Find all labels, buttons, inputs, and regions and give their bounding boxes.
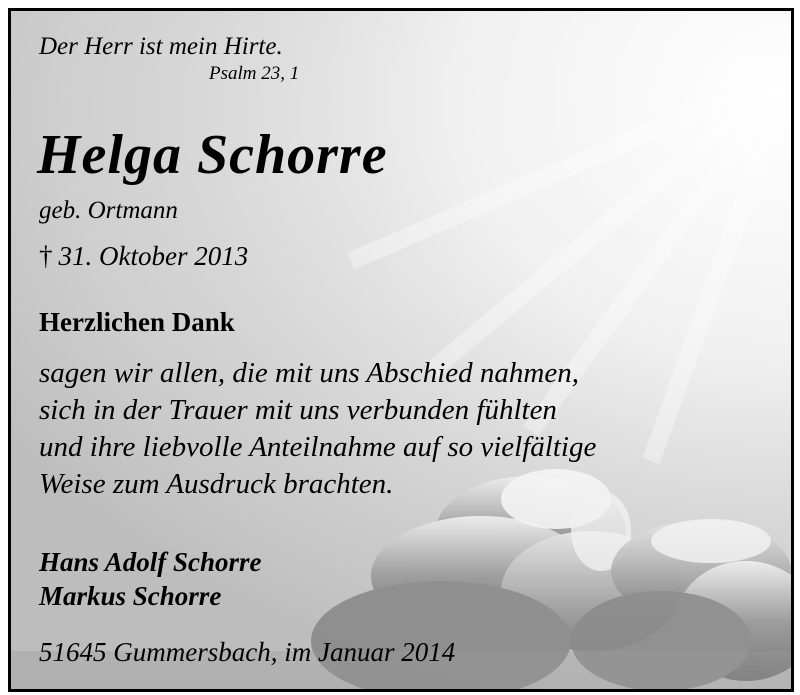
birth-name: geb. Ortmann: [39, 197, 178, 224]
thanks-heading: Herzlichen Dank: [39, 307, 235, 337]
deceased-name: Helga Schorre: [37, 124, 388, 186]
cross-icon: †: [39, 241, 53, 271]
place-and-date: 51645 Gummersbach, im Januar 2014: [39, 637, 456, 667]
thanks-line: sagen wir allen, die mit uns Abschied nahmen,: [39, 357, 579, 389]
bible-reference: Psalm 23, 1: [209, 63, 300, 84]
signers: [39, 545, 262, 613]
signer-name: Markus Schorre: [39, 581, 222, 611]
death-date-line: [39, 241, 248, 272]
thanks-line: Weise zum Ausdruck brachten.: [39, 468, 394, 500]
signer-name: Hans Adolf Schorre: [39, 547, 262, 577]
obituary-notice: [8, 8, 794, 692]
thanks-line: sich in der Trauer mit uns verbunden fühlten: [39, 394, 557, 426]
death-date: 31. Oktober 2013: [58, 241, 249, 271]
thanks-text: [39, 355, 596, 503]
bible-motto: Der Herr ist mein Hirte.: [39, 33, 283, 60]
thanks-line: und ihre liebvolle Anteilnahme auf so vielfältige: [39, 431, 597, 463]
